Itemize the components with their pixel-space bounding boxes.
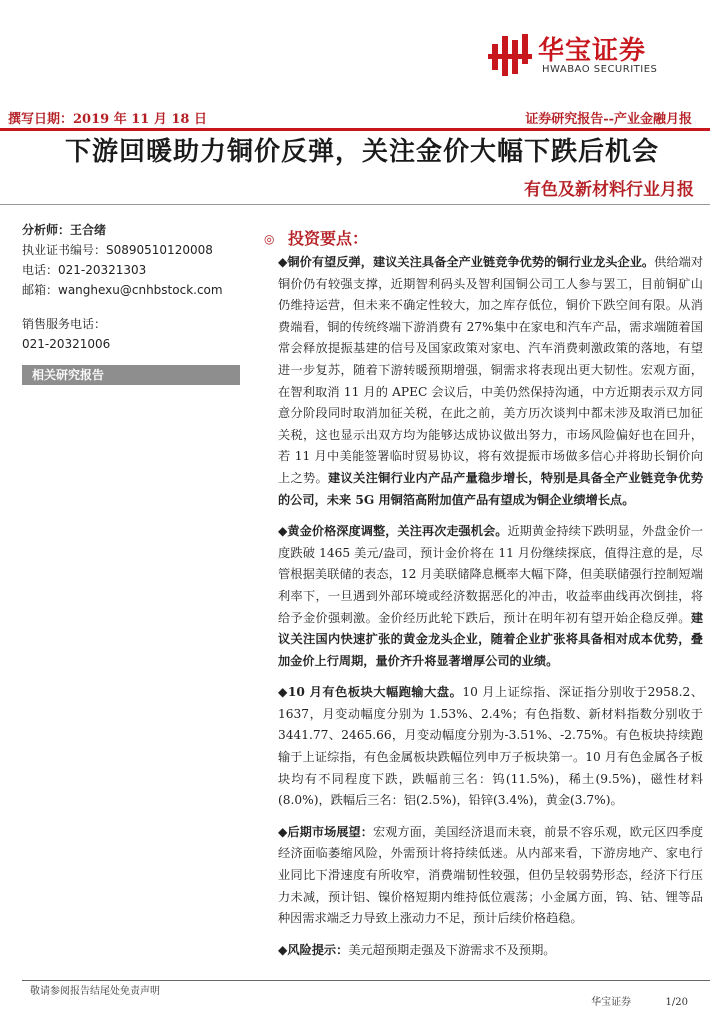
company-logo	[486, 30, 701, 80]
report-title: 下游回暖助力铜价反弹，关注金价大幅下跌后机会	[64, 137, 659, 167]
report-type: 证券研究报告--产业金融月报	[525, 112, 692, 127]
logo-chinese-name: 华宝证券	[538, 36, 647, 66]
report-subtitle: 有色及新材料行业月报	[524, 180, 694, 200]
section-bullet-icon: ◎	[264, 232, 275, 246]
paragraph-gold	[278, 521, 703, 672]
report-date: 撰写日期：2019 年 11 月 18 日	[8, 112, 207, 127]
paragraph-lead: ◆后期市场展望：	[278, 824, 373, 839]
analyst-phone: 电话：021-20321303	[22, 263, 147, 277]
footer-page-info	[591, 993, 688, 1008]
report-meta-bar	[0, 106, 724, 128]
paragraph-lead: ◆风险提示：	[278, 942, 349, 957]
paragraph-emphasis: 建议关注铜行业内产品产量稳步增长，特别是具备全产业链竞争优势的公司，未来 5G 用铜箔高附加值产品有望成为铜企业绩增长点。	[278, 470, 704, 507]
sales-label: 销售服务电话：	[22, 317, 107, 331]
paragraph-body: 近期黄金持续下跌明显，外盘金价一度跌破 1465 美元/盎司，预计金价将在 11 月份继续探底，值得注意的是，尽管根据美联储的表态，12 月美联储降息概率大幅下降，但美联储强行控制短端利率下，一旦遇到外部环境或经济数据恶化的冲击，收益率曲线再次倒挂，将给予金价强刺激。金价经历此轮下跌后，预计在明年初有望开始企稳反弹。	[278, 524, 704, 625]
paragraph-copper	[278, 252, 703, 511]
analyst-cert: 执业证书编号：S0890510120008	[22, 243, 213, 257]
related-reports-header	[22, 365, 240, 385]
footer-company: 华宝证券	[591, 997, 632, 1008]
paragraph-body: 美元超预期走强及下游需求不及预期。	[348, 942, 556, 957]
paragraph-lead: ◆黄金价格深度调整，关注再次走强机会。	[278, 524, 508, 539]
paragraph-body: 10 月上证综指、深证指分别收于2958.2、1637，月变动幅度分别为 1.53%、2.4%；有色指数、新材料指数分别收于 3441.77、2465.66，月变动幅度分别为-3.51%、-2.75%。有色板块持续跑输于上证综指，有色金属板块跌幅位列申万子板块第一。10 月有色金属各子板块均有不同程度下跌，跌幅前三名：钨(11.5%)，稀土(9.5%)，磁性材料(8.0%)，跌幅后三名：铝(2.5%)，铅锌(3.4%)，黄金(3.7%)。	[278, 685, 704, 808]
hwabao-logo-icon	[486, 30, 534, 78]
paragraph-emphasis: 建议关注国内快速扩张的黄金龙头企业，随着企业扩张将具备相对成本优势，叠加金价上行周期，量价齐升将显著增厚公司的业绩。	[278, 610, 703, 668]
logo-english-name: HWABAO SECURITIES	[542, 64, 658, 75]
footer-rule	[22, 980, 710, 981]
paragraph-risk	[278, 940, 703, 962]
paragraph-lead: ◆铜价有望反弹，建议关注具备全产业链竞争优势的铜行业龙头企业。	[278, 255, 655, 269]
paragraph-lead: ◆10 月有色板块大幅跑输大盘。	[278, 685, 463, 700]
footer-disclaimer: 敬请参阅报告结尾处免责声明	[30, 986, 160, 997]
paragraph-outlook	[278, 822, 703, 930]
main-content	[278, 252, 703, 971]
section-title: 投资要点：	[288, 229, 369, 248]
analyst-name: 分析师：王合绪	[22, 223, 107, 237]
paragraph-body: 宏观方面，美国经济退而未衰，前景不容乐观，欧元区四季度经济面临萎缩风险，外需预计将持续低迷。从内部来看，下游房地产、家电行业同比下滑速度有所收窄，消费端韧性较强，但仍呈较弱势形态，经济下行压力未减，预计铝、镍价格短期内维持低位震荡；小金属方面，钨、钴、锂等品种因需求端乏力导致上涨动力不足，预计后续价格趋稳。	[278, 824, 704, 926]
sales-phone: 021-20321006	[22, 337, 111, 351]
subtitle-rule	[0, 204, 710, 205]
paragraph-market	[278, 682, 703, 812]
related-reports-label: 相关研究报告	[32, 368, 105, 382]
analyst-sidebar	[22, 220, 234, 354]
paragraph-body: 供给端对铜价仍有较强支撑，近期智利码头及智利国铜公司工人参与罢工，目前铜矿山仍维持运营，但未来不确定性较大，加之库存低位，铜价下跌空间有限。从消费端看，铜的传统终端下游消费有 27%集中在家电和汽车产品，需求端随着国常会释放提振基建的信号及国家政策对家电、汽车消费刺激政策的落地，有望进一步复苏，随着下游转暖预期增强，铜需求将表现出更大韧性。宏观方面，在智利取消 11 月的 APEC 会议后，中美仍然保持沟通，中方近期表示双方同意分阶段同时取消加征关税，在此之前，美方历次谈判中都未涉及取消已加征关税，这也显示出双方均为能够达成协议做出努力，市场风险偏好也在回升，若 11 月中美能签署临时贸易协议，将有效提振市场做多信心并将助长铜价向上之势。	[278, 255, 704, 485]
analyst-email[interactable]: 邮箱：wanghexu@cnhbstock.com	[22, 283, 223, 297]
footer-page-number: 1/20	[665, 997, 688, 1008]
